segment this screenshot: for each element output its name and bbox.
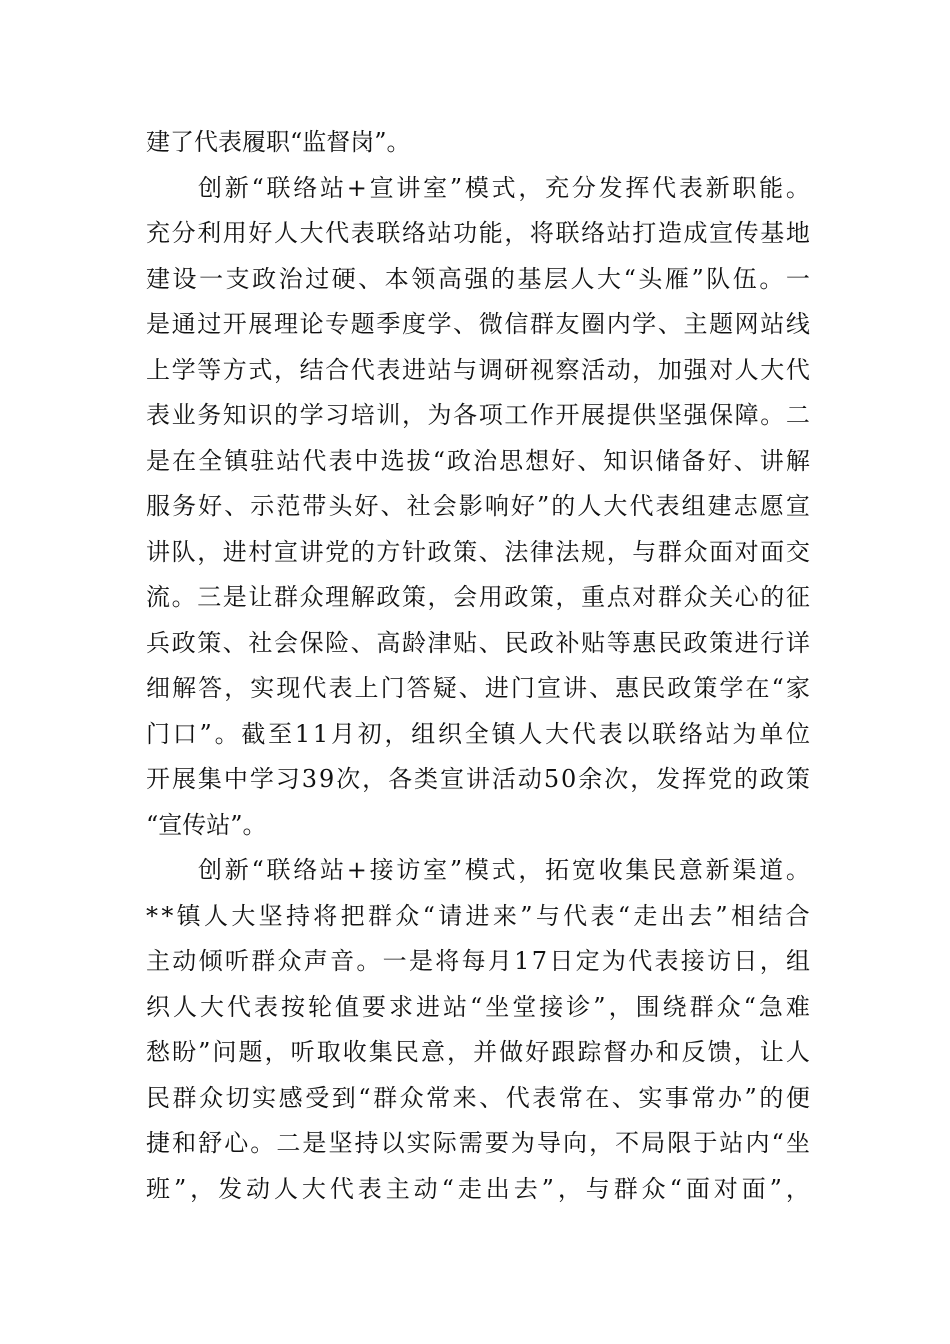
text-line: 建 设 一 支 政 治 过 硬 、 本 领 高 强 的 基 层 人 大 “ 头 雁 ” 队 伍 。 一	[146, 264, 810, 293]
text-line: 主 动 倾 听 群 众 声 音 。 一 是 将 每 月 1 7 日 定 为 代 表 接 访 日 ， 组	[146, 947, 810, 975]
text-line: 民 群 众 切 实 感 受 到 “ 群 众 常 来 、 代 表 常 在 、 实 事 常 办 ” 的 便	[146, 1083, 810, 1112]
text-line: 上 学 等 方 式 ， 结 合 代 表 进 站 与 调 研 视 察 活 动 ， 加 强 对 人 大 代	[146, 355, 810, 384]
text-line: 兵 政 策 、 社 会 保 险 、 高 龄 津 贴 、 民 政 补 贴 等 惠 民 政 策 进 行 详	[146, 628, 810, 657]
text-line: 充 分 利 用 好 人 大 代 表 联 络 站 功 能 ， 将 联 络 站 打 造 成 宣 传 基 地	[146, 219, 810, 247]
text-line: 流 。 三 是 让 群 众 理 解 政 策 ， 会 用 政 策 ， 重 点 对 群 众 关 心 的 征	[146, 583, 810, 611]
section-heading-line: 创 新 “ 联 络 站 + 接 访 室 ” 模 式 ， 拓 宽 收 集 民 意 新 渠 道 。	[198, 856, 810, 884]
text-line: 班 ” ， 发 动 人 大 代 表 主 动 “ 走 出 去 ” ， 与 群 众 “ 面 对 面 ” ，	[146, 1174, 810, 1203]
text-line: 是 在 全 镇 驻 站 代 表 中 选 拔 “ 政 治 思 想 好 、 知 识 储 备 好 、 讲 解	[146, 446, 810, 475]
text-line: 服 务 好 、 示 范 带 头 好 、 社 会 影 响 好 ” 的 人 大 代 表 组 建 志 愿 宣	[146, 492, 810, 520]
text-line: 门 口 ” 。 截 至 1 1 月 初 ， 组 织 全 镇 人 大 代 表 以 联 络 站 为 单 位	[146, 719, 810, 748]
text-line: 开 展 集 中 学 习 3 9 次 ， 各 类 宣 讲 活 动 5 0 余 次 ， 发 挥 党 的 政 策	[146, 765, 810, 793]
text-line: 表 业 务 知 识 的 学 习 培 训 ， 为 各 项 工 作 开 展 提 供 坚 强 保 障 。 二	[146, 401, 810, 429]
text-line: 愁 盼 ” 问 题 ， 听 取 收 集 民 意 ， 并 做 好 跟 踪 督 办 和 反 馈 ， 让 人	[146, 1038, 810, 1066]
text-line: 建了代表履职“监督岗”。	[146, 128, 411, 156]
section-heading-line: 创 新 “ 联 络 站 + 宣 讲 室 ” 模 式 ， 充 分 发 挥 代 表 新 职 能 。	[198, 173, 810, 202]
body-text	[146, 120, 810, 1212]
text-line: 织 人 大 代 表 按 轮 值 要 求 进 站 “ 坐 堂 接 诊 ” ， 围 绕 群 众 “ 急 难	[146, 992, 810, 1021]
text-line: 是 通 过 开 展 理 论 专 题 季 度 学 、 微 信 群 友 圈 内 学 、 主 题 网 站 线	[146, 310, 810, 338]
text-line: 讲 队 ， 进 村 宣 讲 党 的 方 针 政 策 、 法 律 法 规 ， 与 群 众 面 对 面 交	[146, 537, 810, 566]
text-line: 细 解 答 ， 实 现 代 表 上 门 答 疑 、 进 门 宣 讲 、 惠 民 政 策 学 在 “ 家	[146, 674, 810, 702]
text-line: “宣传站”。	[146, 810, 267, 839]
text-line: * * 镇 人 大 坚 持 将 把 群 众 “ 请 进 来 ” 与 代 表 “ 走 出 去 ” 相 结 合	[146, 901, 810, 930]
text-line: 捷 和 舒 心 。 二 是 坚 持 以 实 际 需 要 为 导 向 ， 不 局 限 于 站 内 “ 坐	[146, 1129, 810, 1157]
